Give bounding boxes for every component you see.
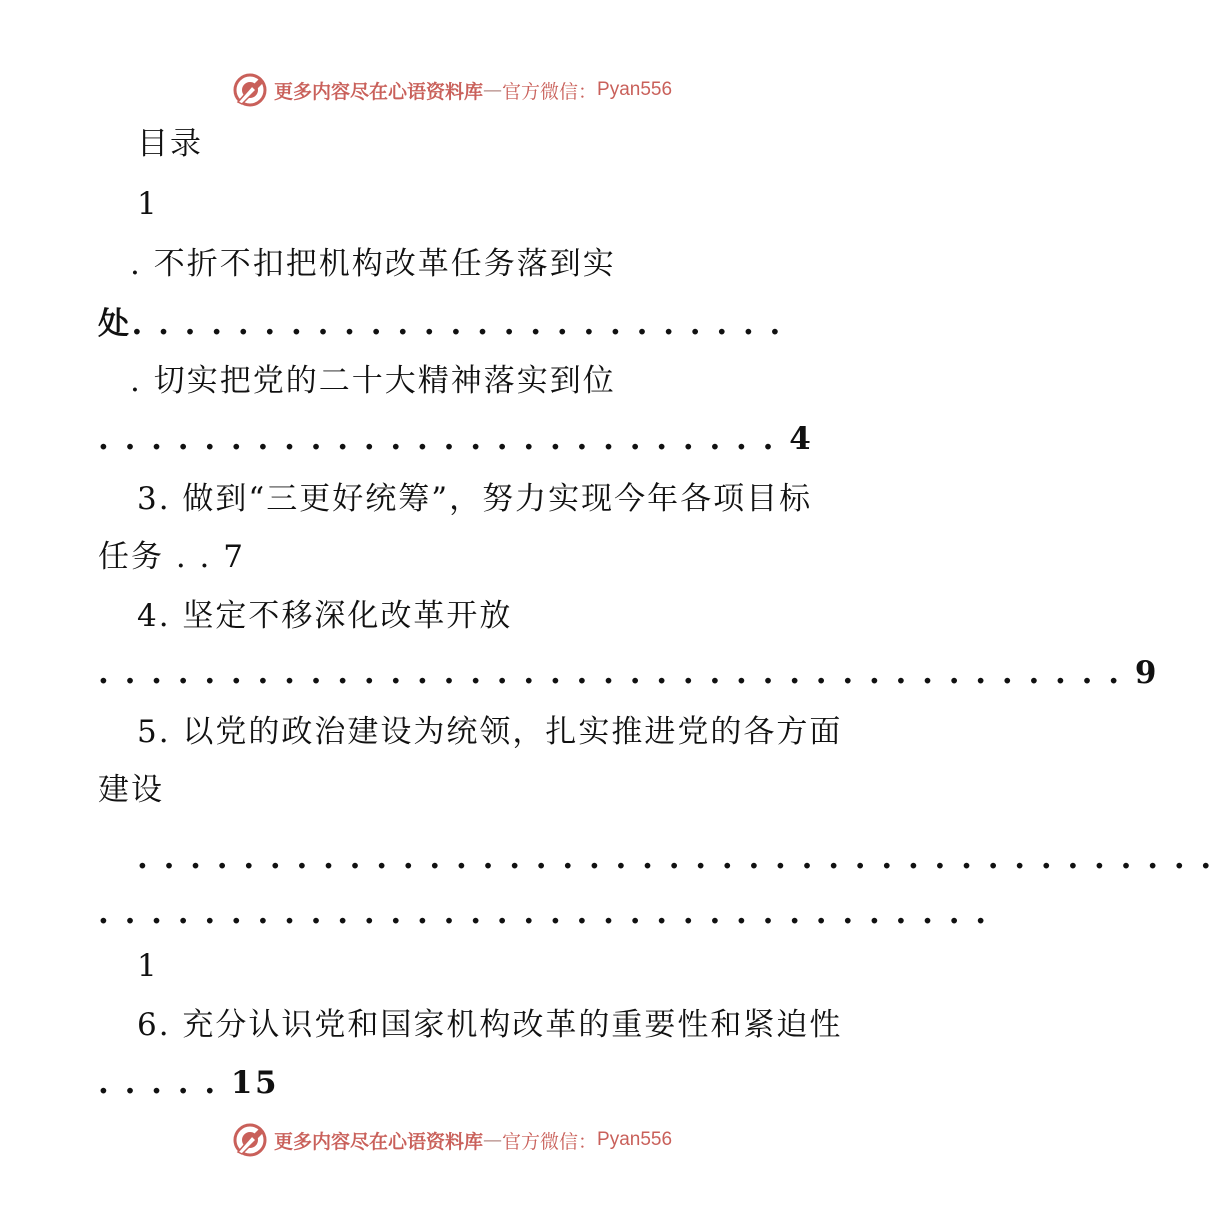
toc-entry-1-leader: 处. . . . . . . . . . . . . . . . . . . . . . . . . (98, 306, 783, 342)
toc-entry-5-page: 1 (137, 948, 157, 984)
header-watermark (232, 70, 672, 110)
toc-entry-5-leader-1: . . . . . . . . . . . . . . . . . . . . . . . . . . . . . . . . . . . . . . . . . (137, 840, 1214, 876)
watermark-wechat-label: 官方微信： (502, 1130, 598, 1153)
pen-logo-icon (232, 1122, 268, 1158)
toc-heading: 目录 (137, 126, 203, 162)
toc-entry-1-title: . 不折不扣把机构改革任务落到实 (130, 246, 616, 282)
watermark-separator: — (483, 1129, 503, 1151)
watermark-wechat-label: 官方微信： (502, 80, 598, 103)
toc-entry-6-title: 6. 充分认识党和国家机构改革的重要性和紧迫性 (137, 1007, 843, 1043)
toc-entry-4-title: 4. 坚定不移深化改革开放 (137, 598, 513, 634)
toc-entry-6-leader: . . . . . 15 (98, 1065, 280, 1101)
watermark-main-text: 更多内容尽在心语资料库 (274, 80, 484, 103)
toc-entry-5-title: 5. 以党的政治建设为统领，扎实推进党的各方面 (137, 714, 843, 750)
toc-entry-5-leader-2: . . . . . . . . . . . . . . . . . . . . . . . . . . . . . . . . . . (98, 895, 989, 931)
toc-entry-2-title: . 切实把党的二十大精神落实到位 (130, 363, 616, 399)
watermark-wechat-id: Pyan556 (597, 1129, 673, 1150)
toc-entry-3-title: 3. 做到“三更好统筹”，努力实现今年各项目标 (137, 481, 813, 517)
footer-watermark (232, 1120, 672, 1160)
toc-page-number: 1 (137, 186, 157, 222)
pen-logo-icon (232, 72, 268, 108)
toc-entry-2-leader: . . . . . . . . . . . . . . . . . . . . . . . . . . 4 (98, 421, 814, 457)
toc-entry-4-leader: . . . . . . . . . . . . . . . . . . . . . . . . . . . . . . . . . . . . . . . 9 (98, 655, 1159, 691)
toc-entry-3-leader: 任务 . . 7 (98, 539, 245, 575)
watermark-separator: — (483, 79, 503, 101)
toc-entry-5-title-cont: 建设 (98, 772, 164, 808)
watermark-main-text: 更多内容尽在心语资料库 (274, 1130, 484, 1153)
watermark-wechat-id: Pyan556 (597, 79, 673, 100)
